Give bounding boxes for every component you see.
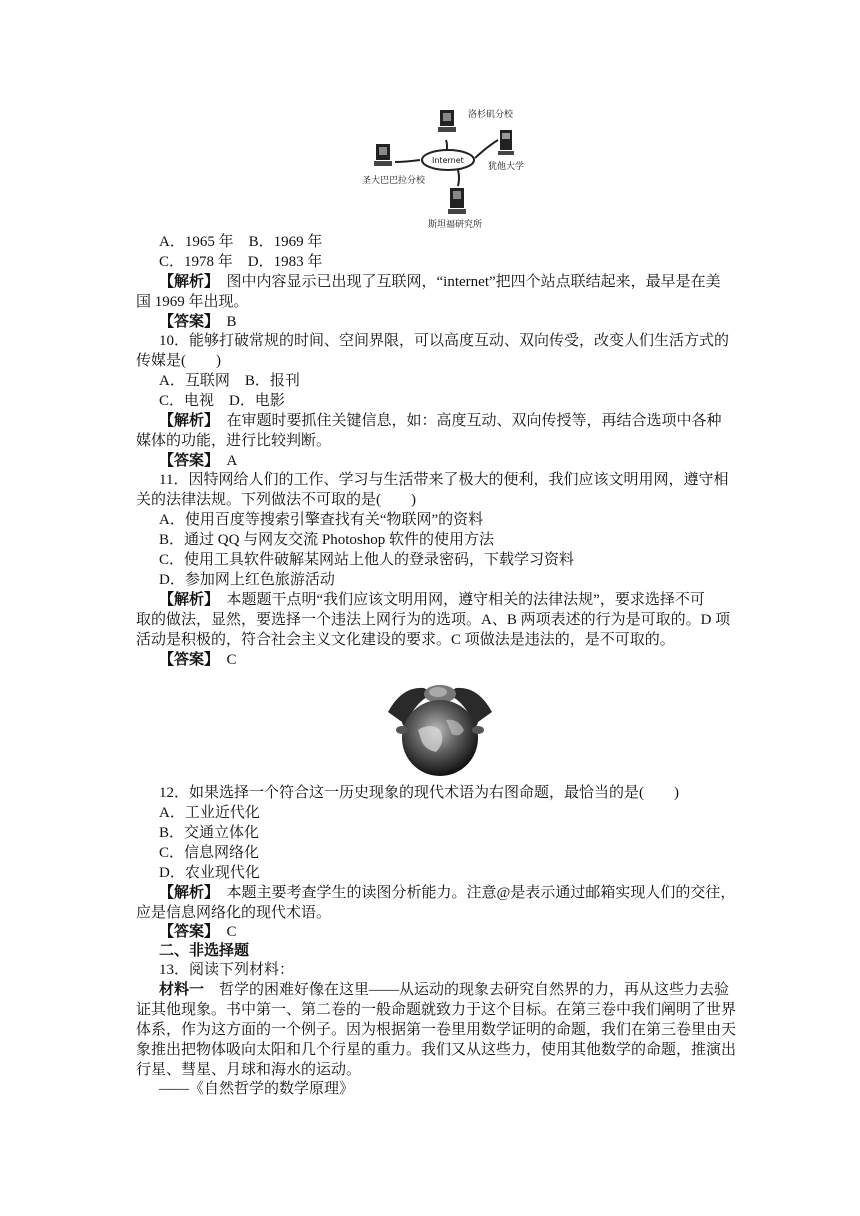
- section-heading: 二、非选择题: [159, 943, 250, 959]
- analysis-tag: 【解析】: [159, 592, 212, 608]
- q11-stem-line2: 关的法律法规。下列做法不可取的是( ): [136, 492, 416, 508]
- analysis-tag: 【解析】: [159, 885, 212, 901]
- q10-analysis-line2: 媒体的功能，进行比较判断。: [136, 433, 332, 449]
- q13-stem: 13．阅读下列材料：: [159, 962, 295, 978]
- q11-option-c: C．使用工具软件破解某网站上他人的登录密码，下载学习资料: [159, 552, 575, 568]
- material-line3: 体系，作为这方面的一个例子。因为根据第一卷里用数学证明的命题，我们在第三卷里由天: [136, 1022, 737, 1038]
- analysis-tag: 【解析】: [159, 413, 212, 429]
- q10-stem-line1: 10．能够打破常规的时间、空间界限，可以高度互动、双向传受，改变人们生活方式的: [159, 333, 730, 349]
- answer-tag: 【答案】: [159, 314, 212, 330]
- q12-option-b: B．交通立体化: [159, 825, 260, 841]
- material-one-text: 哲学的困难好像在这里——从运动的现象去研究自然界的力，再从这些力去验: [204, 982, 730, 998]
- q9-analysis: [159, 272, 759, 292]
- q11-answer-value: C: [211, 652, 237, 668]
- q11-analysis-line2: 取的做法，显然，要选择一个违法上网行为的选项。A、B 两项表述的行为是可取的。D 项: [136, 612, 731, 628]
- q9-options-line1: A．1965 年 B．1969 年: [159, 234, 323, 250]
- node-label-bottom: 斯坦福研究所: [428, 220, 483, 230]
- internet-network-figure: [360, 100, 535, 235]
- q12-stem: 12．如果选择一个符合这一历史现象的现代术语为右图命题，最恰当的是( ): [159, 785, 679, 801]
- material-line5: 行星、彗星、月球和海水的运动。: [136, 1062, 362, 1078]
- q11-analysis-text: 本题题干点明“我们应该文明用网，遵守相关的法律法规”，要求选择不可: [211, 592, 705, 608]
- q10-stem-line2: 传媒是( ): [136, 353, 221, 369]
- q9-answer-value: B: [211, 314, 237, 330]
- q11-analysis: [159, 590, 759, 610]
- node-label-center: Internet: [432, 156, 464, 165]
- q12-option-c: C．信息网络化: [159, 845, 260, 861]
- answer-tag: 【答案】: [159, 453, 212, 469]
- q11-option-a: A．使用百度等搜索引擎查找有关“物联网”的资料: [159, 512, 484, 528]
- q9-analysis-text: 图中内容显示已出现了互联网，“internet”把四个站点联结起来，最早是在美: [211, 274, 721, 290]
- q12-analysis: [159, 883, 759, 903]
- node-label-right: 犹他大学: [488, 162, 525, 172]
- q9-answer: [159, 312, 759, 332]
- q11-stem-line1: 11．因特网给人们的工作、学习与生活带来了极大的便利，我们应该文明用网，遵守相: [159, 472, 729, 488]
- q10-answer-value: A: [211, 453, 238, 469]
- node-label-left: 圣大巴巴拉分校: [362, 176, 426, 186]
- q12-analysis-line2: 应是信息网络化的现代术语。: [136, 905, 332, 921]
- node-label-top: 洛杉矶分校: [468, 110, 514, 120]
- q9-analysis-line2: 国 1969 年出现。: [136, 294, 249, 310]
- q11-option-d: D．参加网上红色旅游活动: [159, 572, 335, 588]
- handshake-globe-figure: [382, 672, 498, 780]
- q12-option-a: A．工业近代化: [159, 805, 260, 821]
- q9-options-line2: C．1978 年 D．1983 年: [159, 254, 323, 270]
- q11-analysis-line3: 活动是积极的，符合社会主义文化建设的要求。C 项做法是违法的，是不可取的。: [136, 632, 675, 648]
- handshake-globe-graphic: [382, 672, 498, 780]
- material-tag: 材料一: [159, 982, 205, 998]
- q10-options-line2: C．电视 D．电影: [159, 393, 285, 409]
- material-line4: 象推出把物体吸向太阳和几个行星的重力。我们又从这些力，使用其他数学的命题，推演出: [136, 1042, 737, 1058]
- q10-answer: [159, 451, 759, 471]
- q11-answer: [159, 650, 759, 670]
- material-source: ——《自然哲学的数学原理》: [159, 1081, 355, 1097]
- answer-tag: 【答案】: [159, 652, 212, 668]
- answer-tag: 【答案】: [159, 924, 212, 940]
- q11-option-b: B．通过 QQ 与网友交流 Photoshop 软件的使用方法: [159, 532, 495, 548]
- q10-options-line1: A．互联网 B．报刊: [159, 373, 300, 389]
- analysis-tag: 【解析】: [159, 274, 212, 290]
- q12-answer: [159, 922, 759, 942]
- q12-option-d: D．农业现代化: [159, 865, 260, 881]
- material-line2: 证其他现象。书中第一、第二卷的一般命题就致力于这个目标。在第三卷中我们阐明了世界: [136, 1002, 737, 1018]
- q10-analysis-text: 在审题时要抓住关键信息，如：高度互动、双向传授等，再结合选项中各种: [211, 413, 722, 429]
- material-one: [159, 980, 759, 1000]
- q12-analysis-text: 本题主要考查学生的读图分析能力。注意@是表示通过邮箱实现人们的交往，: [211, 885, 736, 901]
- q10-analysis: [159, 411, 759, 431]
- q12-answer-value: C: [211, 924, 237, 940]
